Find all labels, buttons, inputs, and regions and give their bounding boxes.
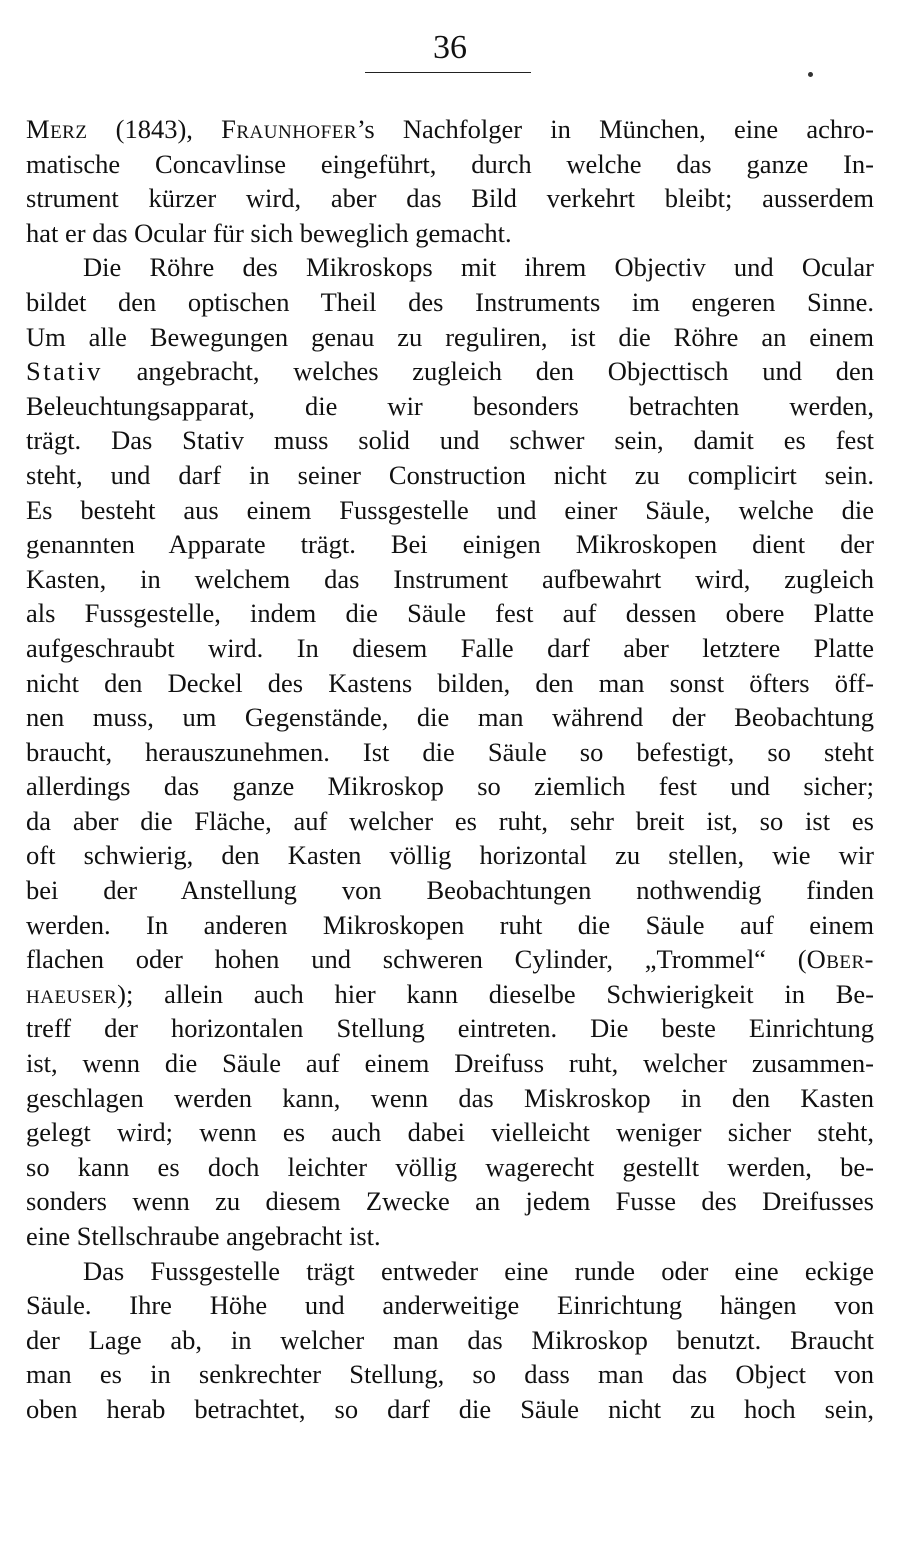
small-caps-name: Merz: [26, 114, 88, 144]
text-line: [26, 666, 874, 701]
text-line: [26, 458, 874, 493]
text-run: hat er das Ocular für sich beweglich gemacht.: [26, 217, 512, 248]
text-run: Beleuchtungsapparat, die wir besonders betrachten werden,: [26, 390, 874, 421]
text-run: sonders wenn zu diesem Zwecke an jedem Fusse des Dreifusses: [26, 1186, 874, 1217]
text-run: Die Röhre des Mikroskops mit ihrem Objectiv und Ocular: [83, 252, 874, 283]
text-run: ’s Nachfolger in München, eine achro-: [357, 114, 874, 144]
small-caps-name: Fraunhofer: [221, 114, 357, 144]
text-line: [26, 562, 874, 597]
text-run: geschlagen werden kann, wenn das Miskroskop in den Kasten: [26, 1082, 874, 1113]
text-line: [26, 804, 874, 839]
text-line: [26, 1254, 874, 1289]
text-run: Säule. Ihre Höhe und anderweitige Einrichtung hängen von: [26, 1290, 874, 1321]
text-run: Es besteht aus einem Fussgestelle und einer Säule, welche die: [26, 494, 874, 525]
text-run: oft schwierig, den Kasten völlig horizontal zu stellen, wie wir: [26, 840, 874, 871]
text-run: bildet den optischen Theil des Instruments im engeren Sinne.: [26, 286, 874, 317]
text-run: flachen oder hohen und schweren Cylinder, „Trommel“ (: [26, 944, 807, 975]
text-run: matische Concavlinse eingeführt, durch welche das ganze In-: [26, 148, 874, 179]
text-run: braucht, herauszunehmen. Ist die Säule so befestigt, so steht: [26, 736, 874, 767]
text-line: [26, 596, 874, 631]
text-line: [26, 631, 874, 666]
text-run: bei der Anstellung von Beobachtungen nothwendig finden: [26, 875, 874, 906]
text-run: Kasten, in welchem das Instrument aufbewahrt wird, zugleich: [26, 563, 874, 594]
text-line: [26, 1357, 874, 1392]
text-run: trägt. Das Stativ muss solid und schwer sein, damit es fest: [26, 425, 874, 456]
text-line: [26, 250, 874, 285]
text-line: [26, 769, 874, 804]
text-line: [26, 1219, 874, 1254]
text-line: [26, 908, 874, 943]
text-line: [26, 1150, 874, 1185]
text-run: aufgeschraubt wird. In diesem Falle darf aber letztere Platte: [26, 632, 874, 663]
text-run: allerdings das ganze Mikroskop so ziemlich fest und sicher;: [26, 771, 874, 802]
text-run: Das Fussgestelle trägt entweder eine runde oder eine eckige: [83, 1255, 874, 1286]
text-line: [26, 216, 874, 251]
text-run: ); allein auch hier kann dieselbe Schwierigkeit in Be-: [117, 978, 874, 1009]
text-line: [26, 735, 874, 770]
text-line: [26, 1081, 874, 1116]
text-line: [26, 493, 874, 528]
ink-speck: [808, 72, 813, 77]
spaced-term: Stativ: [26, 356, 103, 387]
small-caps-name: Ober-: [806, 944, 874, 975]
text-line: [26, 423, 874, 458]
text-run: werden. In anderen Mikroskopen ruht die Säule auf einem: [26, 909, 874, 940]
text-run: Um alle Bewegungen genau zu reguliren, ist die Röhre an einem: [26, 321, 874, 352]
small-caps-name: haeuser: [26, 978, 118, 1009]
text-run: oben herab betrachtet, so darf die Säule nicht zu hoch sein,: [26, 1393, 874, 1424]
text-line: [26, 1288, 874, 1323]
text-line: [26, 285, 874, 320]
text-run: man es in senkrechter Stellung, so dass man das Object von: [26, 1359, 874, 1390]
text-run: eine Stellschraube angebracht ist.: [26, 1221, 381, 1251]
header-rule: [365, 72, 531, 73]
text-line: [26, 942, 874, 977]
text-line: [26, 320, 874, 355]
text-run: (1843),: [87, 114, 222, 144]
text-line: [26, 1392, 874, 1427]
text-run: so kann es doch leichter völlig wagerecht gestellt werden, be-: [26, 1151, 874, 1182]
text-run: gelegt wird; wenn es auch dabei vielleicht weniger sicher steht,: [26, 1117, 874, 1148]
text-line: [26, 838, 874, 873]
text-run: angebracht, welches zugleich den Objecttisch und den: [102, 356, 874, 387]
text-run: als Fussgestelle, indem die Säule fest auf dessen obere Platte: [26, 598, 874, 629]
text-line: [26, 354, 874, 389]
text-line: [26, 1115, 874, 1150]
text-line: [26, 1184, 874, 1219]
text-run: steht, und darf in seiner Construction nicht zu complicirt sein.: [26, 459, 874, 490]
text-line: [26, 527, 874, 562]
text-run: nicht den Deckel des Kastens bilden, den man sonst öfters öff-: [26, 667, 874, 698]
text-run: nen muss, um Gegenstände, die man während der Beobachtung: [26, 702, 874, 733]
text-line: [26, 1011, 874, 1046]
text-line: [26, 112, 874, 147]
text-run: der Lage ab, in welcher man das Mikroskop benutzt. Braucht: [26, 1324, 874, 1355]
text-run: treff der horizontalen Stellung eintreten. Die beste Einrichtung: [26, 1013, 874, 1044]
text-line: [26, 1046, 874, 1081]
body-text: [26, 112, 874, 1427]
text-line: [26, 389, 874, 424]
text-run: genannten Apparate trägt. Bei einigen Mikroskopen dient der: [26, 529, 874, 560]
text-run: ist, wenn die Säule auf einem Dreifuss ruht, welcher zusammen-: [26, 1048, 874, 1079]
text-line: [26, 181, 874, 216]
text-run: da aber die Fläche, auf welcher es ruht, sehr breit ist, so ist es: [26, 805, 874, 836]
text-run: strument kürzer wird, aber das Bild verkehrt bleibt; ausserdem: [26, 183, 874, 214]
page-number: 36: [433, 29, 467, 66]
text-line: [26, 700, 874, 735]
text-line: [26, 1323, 874, 1358]
text-line: [26, 977, 874, 1012]
text-line: [26, 147, 874, 182]
text-line: [26, 873, 874, 908]
